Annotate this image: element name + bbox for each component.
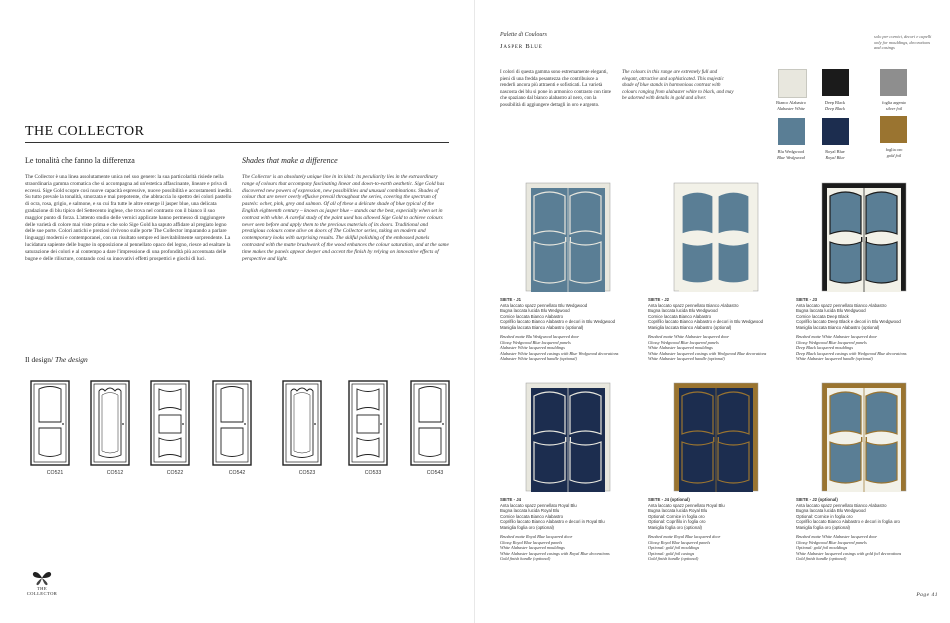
design-item <box>348 380 398 476</box>
spec-line-english: Deep Black lacquered casings with Wedgwood Blue decorations <box>796 350 907 356</box>
door-card <box>796 182 932 362</box>
brand-logo <box>22 570 62 596</box>
spec-english <box>796 534 932 562</box>
spec-line-italian: Anta laccato spazz pennellato Blu Wedgwood <box>500 302 588 308</box>
title-rule <box>25 142 449 143</box>
subtitle-english: Shades that make a difference <box>242 156 338 165</box>
door-code: SIETE - J4 (optional) <box>648 497 690 502</box>
design-item <box>30 380 80 476</box>
subtitle-italian: Le tonalità che fanno la differenza <box>25 156 135 165</box>
spec-line-english: Glossy Wedgwood Blue lacquered panels <box>796 539 867 545</box>
palette-title: Palette di Coulours <box>500 32 547 38</box>
door-card <box>648 182 784 362</box>
spec-line-english: Glossy Royal Blue lacquered panels <box>648 539 711 545</box>
foil-label: foglia argento silver foil <box>882 100 906 111</box>
swatch-label: Blu Wedgwood Blue Wedgwood <box>777 149 805 160</box>
spec-line-english: Brushed matte Royal Blue lacquered door <box>500 534 573 539</box>
design-label-english: The design <box>55 355 88 364</box>
spec-line-english: White Alabaster lacquered casings with Wedgwood Blue decorations <box>648 350 767 356</box>
spec-line-italian: Optional: Coprifilo in foglia oro <box>648 519 706 524</box>
spec-line-english: White Alabaster lacquered casings with gold foil decorations <box>796 550 902 556</box>
design-item <box>90 380 140 476</box>
spec-line-italian: Optional: Cornice in foglia oro <box>648 513 705 519</box>
palette-name: Jasper Blue <box>500 43 543 50</box>
double-door-illustration <box>821 382 907 492</box>
spec-line-english: Brushed matte White Alabaster lacquered door <box>796 534 878 539</box>
swatch-label: Royal Blue Royal Blue <box>825 149 845 160</box>
design-item <box>150 380 200 476</box>
spec-line-italian: Anta laccato spazz pennellato Bianco Alabastro <box>796 302 887 308</box>
spec-line-italian: Maniglia laccata Bianco Alabastro (optional) <box>796 324 880 330</box>
spec-line-italian: Maniglia foglia oro (optional) <box>796 524 850 530</box>
door-outline-icon <box>212 380 252 466</box>
logo-text: THE COLLECTOR <box>26 586 58 596</box>
spec-line-italian: Bugna laccata lucida Blu Wedgwood <box>500 308 570 313</box>
spec-line-italian: Cornice laccata Bianco Alabastro <box>500 313 564 319</box>
spec-line-italian: Anta laccato spazz pennellato Bianco Alabastro <box>796 502 887 508</box>
double-door-illustration <box>525 382 611 492</box>
spec-line-english: Glossy Royal Blue lacquered panels <box>500 539 563 545</box>
foil-swatch <box>880 116 907 143</box>
spec-line-english: Alabaster White lacquered mouldings <box>500 345 565 350</box>
spec-english <box>500 534 636 562</box>
spec-line-italian: Bugna laccata lucida Blu Wedgwood <box>796 308 866 313</box>
double-door-illustration <box>821 182 907 292</box>
butterfly-icon <box>31 570 53 586</box>
spec-line-english: White Alabaster lacquered mouldings <box>500 545 565 550</box>
door-caption <box>648 497 784 562</box>
door-caption <box>796 297 932 362</box>
door-caption <box>500 497 636 562</box>
door-card <box>500 382 636 562</box>
spec-line-italian: Anta laccato spazz pennellato Royal Blu <box>500 502 577 508</box>
spec-line-english: Gold finish handle (optional) <box>500 556 551 561</box>
swatch-label: Bianco Alabastro Alabaster White <box>776 100 806 111</box>
color-swatch <box>778 118 805 145</box>
double-door-illustration <box>673 182 759 292</box>
design-code: CO523 <box>298 470 316 476</box>
door-code: SIETE - J1 <box>500 297 522 302</box>
foil-swatch <box>880 69 907 96</box>
door-outline-icon <box>348 380 388 466</box>
palette-text-italian: I colori di questa gamma sono estremamente eleganti, pieni di una fredda pesantezza che contribuisce a renderli ancora più attraenti e sofisticati. La varietà nascosta dei blu si pone in armonico contrasto con tinte che spaziano dal bianco alabastro al nero, con la possibilità di aggiungere dettagli in oro e argento. <box>500 70 611 108</box>
design-list <box>0 380 474 490</box>
spec-line-english: White Alabaster lacquered handle (optional) <box>796 356 873 361</box>
design-code: CO542 <box>228 470 246 476</box>
palette-text-english: The colours in this range are extremely full and elegant, attractive and sophisticated. This majestic shade of blue stands in harmonious contrast with colours ranging from alabaster white to black, and may be adorned with details in gold and silver. <box>622 70 734 101</box>
spec-line-italian: Maniglia foglia oro (optional) <box>648 524 702 530</box>
page-number: Page 41 <box>916 592 938 598</box>
door-outline-icon <box>282 380 322 466</box>
spec-line-english: Optional: gold foil mouldings <box>796 545 848 550</box>
spec-line-english: Brushed matte White Alabaster lacquered door <box>796 334 878 339</box>
double-door-illustration <box>525 182 611 292</box>
door-caption <box>500 297 636 362</box>
color-swatch <box>822 118 849 145</box>
door-code: SIETE - J3 <box>796 297 818 302</box>
color-swatch <box>822 69 849 96</box>
body-text-italian: The Collector è una linea assolutamente unica nel suo genere: la sua particolarità risiede nella straordinaria gamma cromatica che si accompagna ad un'estetica affascinante, lineare e priva di eccessi. Sige Gold scopre così nuove capacità espressive, nuove possibilità e accostamenti inediti. Su tutto prevale la tonalità, smorzata e mai prepotente, che abbraccia lo spettro dei colori pastello di ocra, rosa, grigio, e salmone, e su cui fra tutte le altre emerge il jasper blue, una delicata gradazione di blu tipico del Settecento inglese, che trova nel contrasto con il bianco il suo maggior punto di forza. L'attento studio delle vernici applicate hanno permesso di raggiungere delle varietà di colore mai viste prima e che solo Sige Gold ha saputo affidare al pregiato legno delle sue porte. Colori antichi e preziosi rivivono sulle porte The Collector imparando a parlare linguaggi moderni e contemporanei, con un risultato sempre ed inevitabilmente sorprendente. La lucidatura sapiente delle bugne in opposizione al pennellato opaco del legno, riesce ad esaltare la saturazione dei colori e al contempo a dare l'impressione di una profondità più accentuata delle bugne e delle riliscture, contando così su innovativi effetti prospettici e giochi di luci. <box>25 174 233 262</box>
spec-line-english: Glossy Wedgwood Blue lacquered panels <box>648 339 719 345</box>
spec-line-english: Brushed matte White Alabaster lacquered door <box>648 334 730 339</box>
spec-line-english: Glossy Wedgwood Blue lacquered panels <box>500 339 571 345</box>
spec-line-english: Gold finish handle (optional) <box>796 556 847 561</box>
spec-line-italian: Coprifilo laccato Deep Black e decori in Blu Wedgwood <box>796 319 901 324</box>
color-swatch <box>778 69 807 98</box>
door-card <box>500 182 636 362</box>
spec-line-english: Deep Black lacquered mouldings <box>796 345 853 350</box>
foil-label: foglia oro gold foil <box>885 147 903 158</box>
door-outline-icon <box>150 380 190 466</box>
spec-line-italian: Coprifilo laccato Bianco Alabastro e decori in Blu Wedgwood <box>648 319 764 324</box>
design-code: CO522 <box>166 470 184 476</box>
door-caption <box>796 497 932 562</box>
spec-line-italian: Bugna laccata lucida Blu Wedgwood <box>796 508 866 513</box>
design-item <box>212 380 262 476</box>
body-text-english: The Collector is an absolutely unique line in its kind: its peculiarity lies in the extraordinary range of colours that accompany fascinating linear and down-to-earth aesthetic. Sige Gold has discovered new powers of expression, new possibilities and unusual combinations. Shades of colour that are never overly effusive prevail throughout the series, covering the spectrum of pastels: ocher, pink, grey and salmon. Of all of these a delicate shade of blue typical of the English eighteenth century – known as jasper blue – stands out the best, especially when set in contrast with white. A careful study of the paint used has allowed Sige Gold to achieve colours never seen before and apply them to the precious materials of its doors. Traditional and prestigious colours come alive on doors of The Collector series, taking on modern and contemporary looks with surprising results. The skilful polishing of the embossed panels contrasted with the matte brushwork of the wood enhances the colour saturation, and at the same time makes the panels appear deeper and accent the finish by relying on innovative effects of perspective and light. <box>242 174 449 262</box>
spec-line-english: White Alabaster lacquered handle (optional) <box>648 356 725 361</box>
door-code: SIETE - J2 <box>648 297 670 302</box>
spec-line-italian: Coprifilo laccato Bianco Alabastro e decori in Blu Wedgwood <box>500 319 616 324</box>
door-caption <box>648 297 784 362</box>
spec-english <box>648 534 784 562</box>
spec-line-italian: Bugna laccata lucida Royal Blu <box>648 508 708 513</box>
swatch-label: Deep Black Deep Black <box>824 100 846 111</box>
door-outline-icon <box>30 380 70 466</box>
design-item <box>410 380 460 476</box>
spec-line-italian: Coprifilo laccato Bianco Alabastro e decori in foglia oro <box>796 519 900 524</box>
spec-line-english: Gold finish handle (optional) <box>648 556 699 561</box>
spec-line-italian: Optional: Cornice in foglia oro <box>796 513 853 519</box>
spec-line-english: Brushed matte Blu Wedgwood lacquered door <box>500 334 580 339</box>
spec-line-italian: Anta laccato spazz pennellato Royal Blu <box>648 502 725 508</box>
spec-line-italian: Maniglia foglia oro (optional) <box>500 524 554 530</box>
spec-line-italian: Maniglia laccata Bianco Alabastro (optional) <box>648 324 732 330</box>
spec-line-italian: Anta laccato spazz pennellato Bianco Alabastro <box>648 302 739 308</box>
design-label-italian: Il design/ <box>25 355 54 364</box>
door-outline-icon <box>410 380 450 466</box>
spec-line-english: Alabaster White lacquered handle (optional) <box>500 356 577 361</box>
door-code: SIETE - J2 (optional) <box>796 497 838 502</box>
spec-line-italian: Cornice laccata Bianco Alabastro <box>500 513 564 519</box>
spec-line-italian: Cornice laccata Deep Black <box>796 313 849 319</box>
spec-english <box>500 334 636 362</box>
page-spine <box>474 0 475 623</box>
spec-line-italian: Bugna laccata lucida Blu Wedgwood <box>648 308 718 313</box>
page-title: THE COLLECTOR <box>25 124 145 139</box>
spec-line-italian: Coprifilo laccato Bianco Alabastro e decori in Royal Blu <box>500 519 605 524</box>
spec-line-english: Brushed matte Royal Blue lacquered door <box>648 534 721 539</box>
design-code: CO533 <box>364 470 382 476</box>
spec-line-english: Alabaster White lacquered casings with Blue Wedgwood decorations <box>500 350 619 356</box>
design-code: CO512 <box>106 470 124 476</box>
spec-english <box>796 334 932 362</box>
spec-line-english: Optional: gold foil casings <box>648 550 695 556</box>
spec-line-english: White Alabaster lacquered mouldings <box>648 345 713 350</box>
design-code: CO521 <box>46 470 64 476</box>
door-card <box>796 382 932 562</box>
door-outline-icon <box>90 380 130 466</box>
door-card <box>648 382 784 562</box>
design-code: CO543 <box>426 470 444 476</box>
spec-line-english: Optional: gold foil mouldings <box>648 545 700 550</box>
spec-line-italian: Maniglia laccata Bianco Alabastro (optional) <box>500 324 584 330</box>
door-code: SIETE - J4 <box>500 497 522 502</box>
spec-line-italian: Cornice laccata Bianco Alabastro <box>648 313 712 319</box>
design-heading <box>25 355 88 364</box>
spec-line-english: White Alabaster lacquered casings with Royal Blue decorations <box>500 550 610 556</box>
design-item <box>282 380 332 476</box>
foil-note: solo per cornici, decori e capelli only for mouldings, decorations and casings <box>874 34 932 50</box>
double-door-illustration <box>673 382 759 492</box>
spec-line-italian: Bugna laccata lucida Royal Blu <box>500 508 560 513</box>
spec-line-english: Glossy Wedgwood Blue lacquered panels <box>796 339 867 345</box>
spec-english <box>648 334 784 362</box>
